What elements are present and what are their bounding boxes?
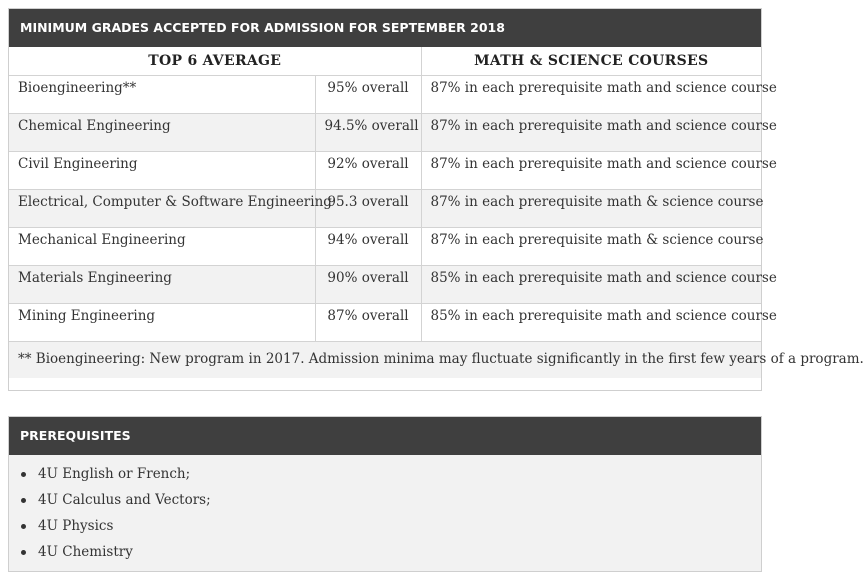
table-row <box>9 266 761 304</box>
prerequisite-label: 4U Calculus and Vectors; <box>38 492 211 508</box>
prerequisites-panel <box>8 416 762 572</box>
average-cell: 87% overall <box>315 304 421 342</box>
average-cell: 95.3 overall <box>315 190 421 228</box>
prerequisites-title: PREREQUISITES <box>9 417 761 455</box>
average-cell: 94.5% overall <box>315 114 421 152</box>
courses-cell: 87% in each prerequisite math and science course <box>421 114 761 152</box>
bullet-icon <box>21 550 26 555</box>
footnote-row <box>9 342 761 378</box>
grades-table <box>9 47 864 378</box>
bullet-icon <box>21 498 26 503</box>
table-row <box>9 228 761 266</box>
courses-cell: 87% in each prerequisite math & science course <box>421 228 761 266</box>
program-cell: Materials Engineering <box>9 266 315 304</box>
table-row <box>9 152 761 190</box>
bullet-icon <box>21 524 26 529</box>
program-cell: Bioengineering** <box>9 76 315 114</box>
average-cell: 94% overall <box>315 228 421 266</box>
list-item <box>21 513 761 539</box>
table-row <box>9 76 761 114</box>
average-cell: 95% overall <box>315 76 421 114</box>
list-item <box>21 487 761 513</box>
courses-cell: 87% in each prerequisite math and science course <box>421 76 761 114</box>
table-row <box>9 190 761 228</box>
program-cell: Chemical Engineering <box>9 114 315 152</box>
table-row <box>9 114 761 152</box>
average-cell: 92% overall <box>315 152 421 190</box>
list-item <box>21 539 761 565</box>
bullet-icon <box>21 472 26 477</box>
prerequisite-label: 4U Chemistry <box>38 544 133 560</box>
grades-panel-title: MINIMUM GRADES ACCEPTED FOR ADMISSION FOR SEPTEMBER 2018 <box>9 9 761 47</box>
program-cell: Electrical, Computer & Software Engineering <box>9 190 315 228</box>
courses-cell: 85% in each prerequisite math and science course <box>421 266 761 304</box>
courses-cell: 85% in each prerequisite math and science course <box>421 304 761 342</box>
prerequisite-label: 4U English or French; <box>38 466 191 482</box>
average-cell: 90% overall <box>315 266 421 304</box>
footnote: ** Bioengineering: New program in 2017. Admission minima may fluctuate significantly in the first few years of a program. <box>9 342 761 378</box>
program-cell: Civil Engineering <box>9 152 315 190</box>
prerequisite-label: 4U Physics <box>38 518 114 534</box>
program-cell: Mining Engineering <box>9 304 315 342</box>
grades-panel <box>8 8 864 391</box>
program-cell: Mechanical Engineering <box>9 228 315 266</box>
courses-cell: 87% in each prerequisite math and science course <box>421 152 761 190</box>
header-math-science: MATH & SCIENCE COURSES <box>421 47 761 76</box>
prerequisites-list <box>9 455 761 565</box>
table-header-row <box>9 47 761 76</box>
table-row <box>9 304 761 342</box>
header-top6-average: TOP 6 AVERAGE <box>9 47 421 76</box>
courses-cell: 87% in each prerequisite math & science course <box>421 190 761 228</box>
list-item <box>21 461 761 487</box>
